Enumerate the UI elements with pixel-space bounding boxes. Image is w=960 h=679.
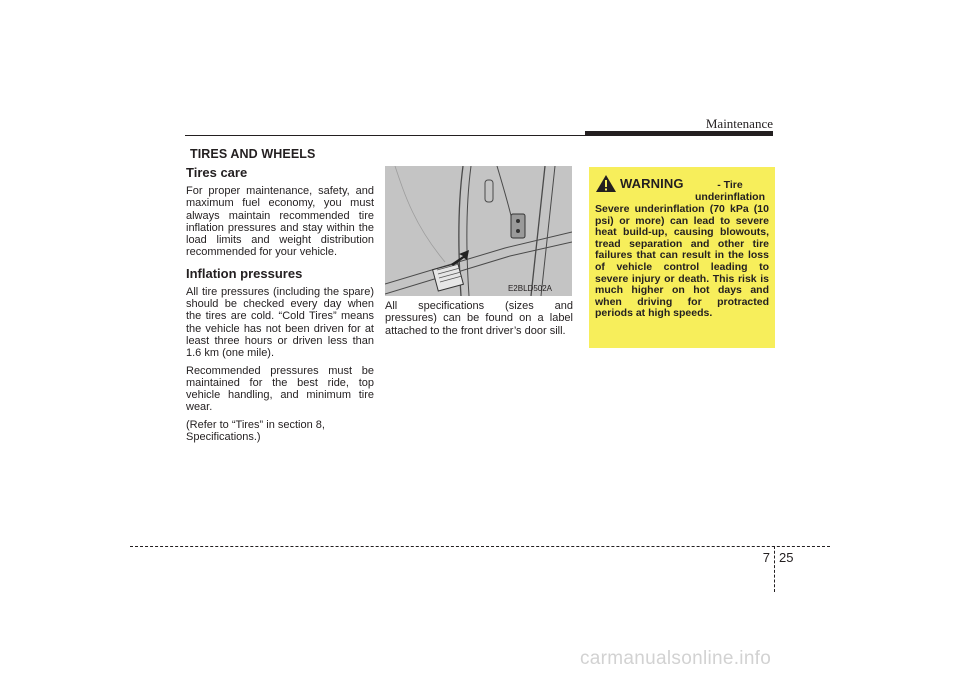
warning-box [589, 167, 775, 348]
inflation-paragraph: Recommended pressures must be maintained for the best ride, top vehicle handling, and minimum tire wear. [186, 364, 374, 414]
footer-vertical-rule [774, 546, 775, 592]
header-thin-rule [185, 135, 773, 136]
warning-label: WARNING [620, 176, 684, 191]
figure-code: E2BLD502A [507, 284, 552, 293]
warning-subtitle: - Tire underinflation [695, 179, 765, 203]
inflation-reference: (Refer to “Tires” in section 8, Specifications.) [186, 418, 325, 444]
warning-triangle-icon [595, 174, 617, 193]
tires-care-heading: Tires care [186, 165, 248, 180]
inflation-paragraph: All tire pressures (including the spare) should be checked every day when the tires are cold. “Cold Tires” means the vehicle has not been driven for at least three hours or driven less than 1.6 km (one mile). [186, 285, 374, 360]
section-number: 7 [762, 550, 770, 565]
middle-column [385, 300, 573, 342]
inflation-heading: Inflation pressures [186, 265, 303, 281]
warning-body: Severe underinflation (70 kPa (10 psi) or more) can lead to severe heat build-up, causing blowouts, tread separation and other tire failures that can result in the loss of vehicle control leading to severe injury or death. This risk is much higher on hot days and when driving for protracted periods at high speeds. [595, 203, 769, 320]
section-title: TIRES AND WHEELS [190, 147, 316, 161]
left-column [186, 165, 374, 448]
door-sill-drawing [385, 166, 572, 296]
tires-care-paragraph: For proper maintenance, safety, and maximum fuel economy, you must always maintain recommended tire inflation pressures and stay within the load limits and weight distribution recommended for your vehicle. [186, 185, 374, 259]
figure-caption: All specifications (sizes and pressures) can be found on a label attached to the front driver’s door sill. [385, 300, 573, 337]
page-number: 25 [779, 550, 794, 565]
door-sill-illustration [385, 166, 572, 296]
watermark: carmanualsonline.info [580, 648, 772, 669]
footer-dashed-rule [130, 546, 830, 547]
running-header-title: Maintenance [705, 116, 773, 131]
